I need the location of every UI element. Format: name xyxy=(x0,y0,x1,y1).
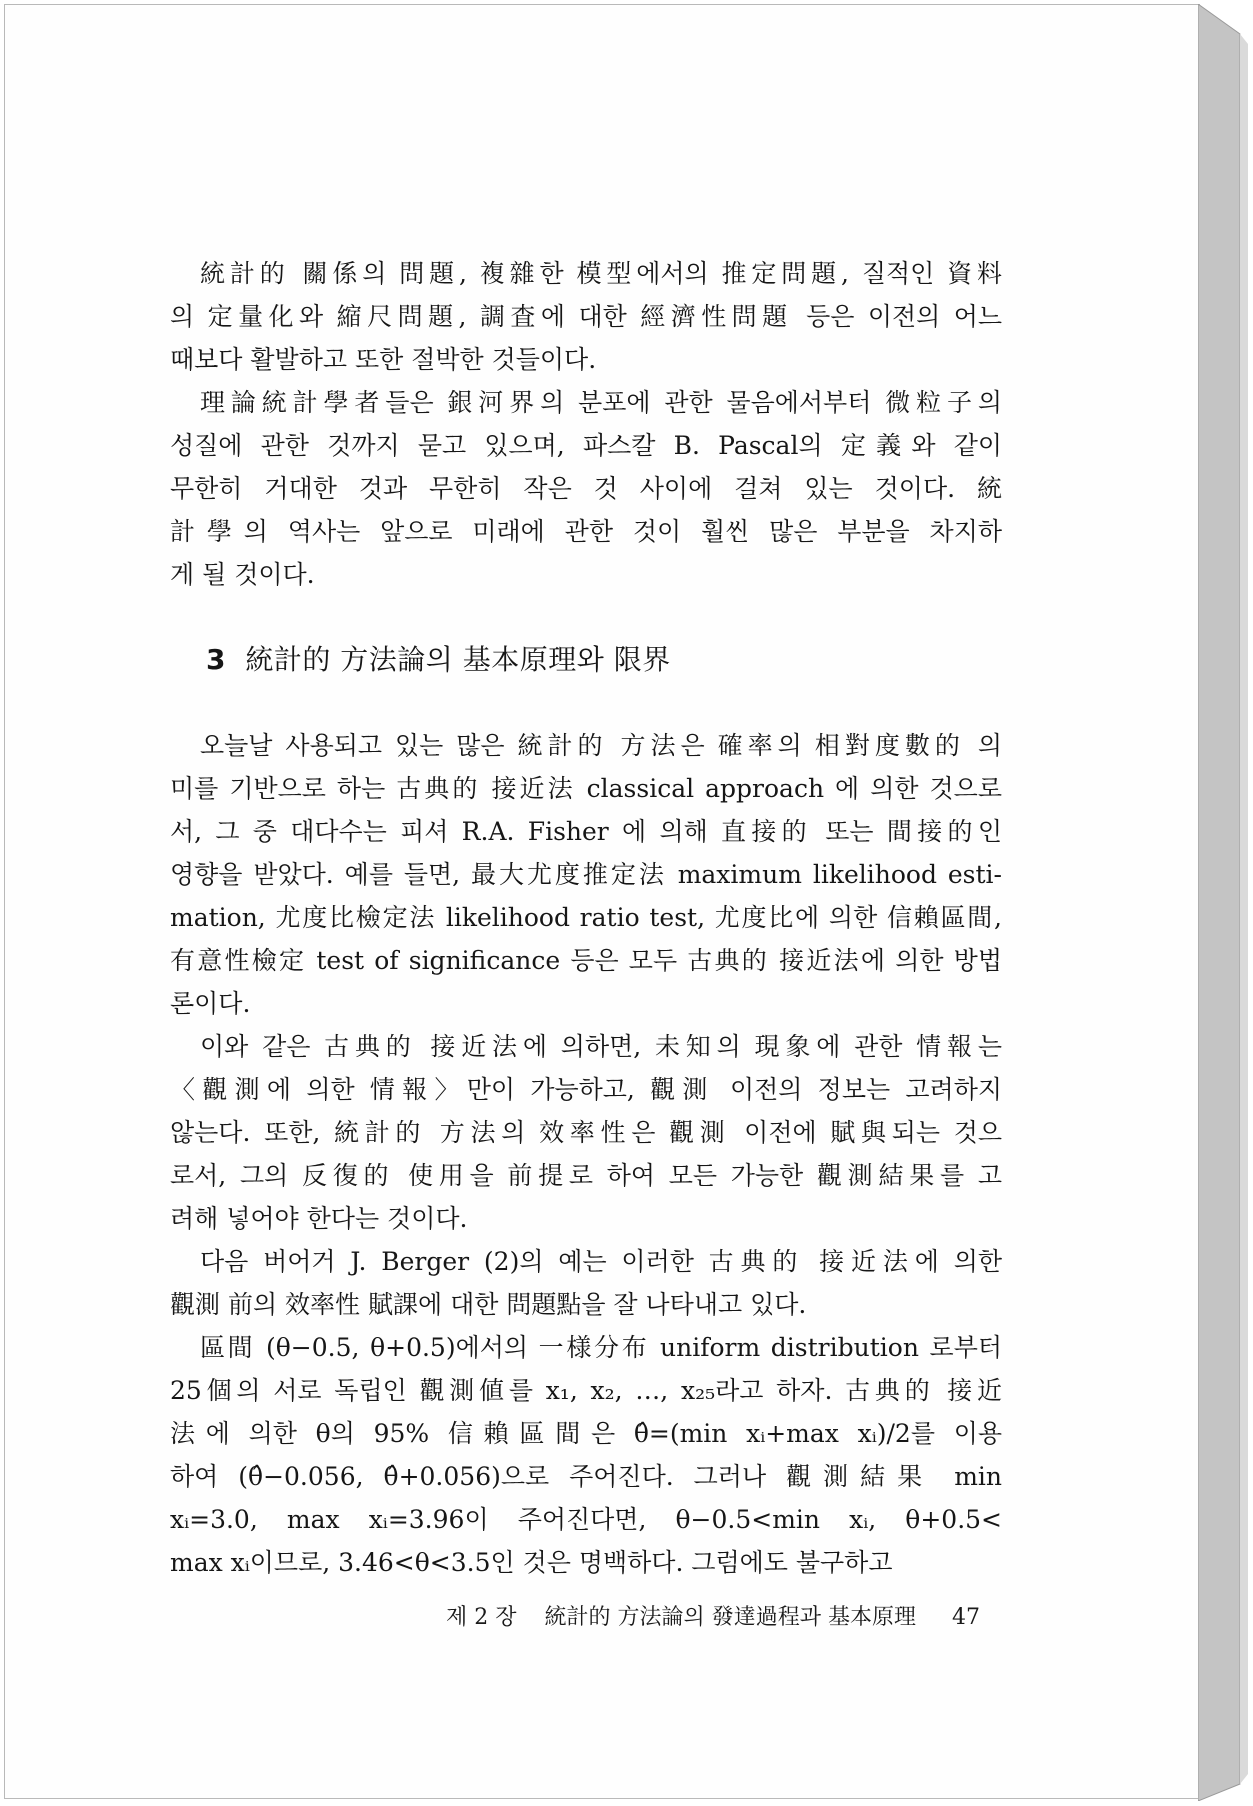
page-body xyxy=(170,252,1002,1584)
text-line: 法에 의한 θ의 95% 信賴區間은 θ̂=(min xᵢ+max xᵢ)/2를 이용 xyxy=(170,1419,1002,1448)
section-title: 統計的 方法論의 基本原理와 限界 xyxy=(245,643,671,676)
text-line: 때보다 활발하고 또한 절박한 것들이다. xyxy=(170,345,597,374)
running-footer xyxy=(420,1600,980,1636)
body-top-section xyxy=(170,252,1002,596)
text-line: 다음 버어거 J. Berger (2)의 예는 이러한 古典的 接近法에 의한 xyxy=(200,1247,1002,1276)
text-line: 〈觀測에 의한 情報〉만이 가능하고, 觀測 이전의 정보는 고려하지 xyxy=(170,1075,1002,1104)
text-line: 로서, 그의 反復的 使用을 前提로 하여 모든 가능한 觀測結果를 고 xyxy=(170,1161,1002,1190)
text-line: 려해 넣어야 한다는 것이다. xyxy=(170,1204,468,1233)
text-line: xᵢ=3.0, max xᵢ=3.96이 주어진다면, θ−0.5<min xᵢ, θ+0.5< xyxy=(170,1505,1002,1534)
text-line: 게 될 것이다. xyxy=(170,560,315,589)
footer-chapter: 제 2 장 xyxy=(446,1605,517,1630)
text-line: 計學의 역사는 앞으로 미래에 관한 것이 훨씬 많은 부분을 차지하 xyxy=(170,517,1002,546)
text-line: 않는다. 또한, 統計的 方法의 效率性은 觀測 이전에 賦與되는 것으 xyxy=(170,1118,1002,1147)
text-line: 영향을 받았다. 예를 들면, 最大尤度推定法 maximum likelihood esti- xyxy=(170,860,1002,889)
paragraph xyxy=(170,252,1002,381)
section-number: 3 xyxy=(206,643,226,676)
text-line: 有意性檢定 test of significance 등은 모두 古典的 接近法에 의한 방법 xyxy=(170,946,1002,975)
text-line: 區間 (θ−0.5, θ+0.5)에서의 一様分布 uniform distribution 로부터 xyxy=(200,1333,1002,1362)
text-line: 론이다. xyxy=(170,989,251,1018)
text-line: 統計的 關係의 問題, 複雜한 模型에서의 推定問題, 질적인 資料 xyxy=(200,259,1002,288)
text-line: 성질에 관한 것까지 묻고 있으며, 파스칼 B. Pascal의 定義와 같이 xyxy=(170,431,1002,460)
text-line: 미를 기반으로 하는 古典的 接近法 classical approach 에 의한 것으로 xyxy=(170,774,1002,803)
text-line: 觀測 前의 效率性 賦課에 대한 問題點을 잘 나타내고 있다. xyxy=(170,1290,807,1319)
text-line: 의 定量化와 縮尺問題, 調査에 대한 經濟性問題 등은 이전의 어느 xyxy=(170,302,1002,331)
text-line: 하여 (θ̂−0.056, θ̂+0.056)으로 주어진다. 그러나 觀測結果 min xyxy=(170,1462,1002,1491)
text-line: 이와 같은 古典的 接近法에 의하면, 未知의 現象에 관한 情報는 xyxy=(200,1032,1002,1061)
section-heading xyxy=(170,634,1002,686)
text-line: 서, 그 중 대다수는 피셔 R.A. Fisher 에 의해 直接的 또는 間接的인 xyxy=(170,817,1002,846)
footer-title: 統計的 方法論의 發達過程과 基本原理 xyxy=(544,1605,916,1630)
paragraph xyxy=(170,724,1002,1025)
body-bottom-section xyxy=(170,724,1002,1584)
text-line: 理論統計學者들은 銀河界의 분포에 관한 물음에서부터 微粒子의 xyxy=(200,388,1002,417)
paragraph xyxy=(170,1240,1002,1326)
paragraph xyxy=(170,1326,1002,1584)
text-line: max xᵢ이므로, 3.46<θ<3.5인 것은 명백하다. 그럼에도 불구하고 xyxy=(170,1548,893,1577)
paragraph xyxy=(170,1025,1002,1240)
text-line: 25個의 서로 독립인 觀測値를 x₁, x₂, …, x₂₅라고 하자. 古典的 接近 xyxy=(170,1376,1002,1405)
page-edge-shadow xyxy=(1198,4,1250,1801)
page-number: 47 xyxy=(952,1605,980,1630)
paragraph xyxy=(170,381,1002,596)
text-line: 오늘날 사용되고 있는 많은 統計的 方法은 確率의 相對度數的 의 xyxy=(200,731,1002,760)
text-line: 무한히 거대한 것과 무한히 작은 것 사이에 걸쳐 있는 것이다. 統 xyxy=(170,474,1002,503)
text-line: mation, 尤度比檢定法 likelihood ratio test, 尤度比에 의한 信賴區間, xyxy=(170,903,1002,932)
